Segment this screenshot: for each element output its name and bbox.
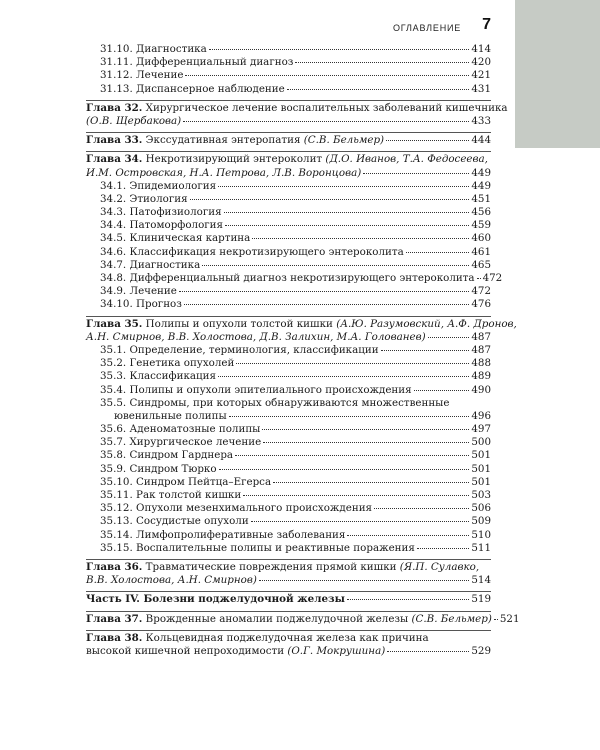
toc-entry-34-1: 34.1. Эпидемиология 449 bbox=[100, 179, 491, 192]
toc-entry-34-4: 34.4. Патоморфология 459 bbox=[100, 219, 491, 232]
toc-entry-35-10: 35.10. Синдром Пейтца–Егерса 501 bbox=[100, 475, 491, 488]
page-edge-tab bbox=[515, 0, 600, 148]
toc-entry-35-4: 35.4. Полипы и опухоли эпителиального происхождения 490 bbox=[100, 383, 491, 396]
toc-entry-35-11: 35.11. Рак толстой кишки 503 bbox=[100, 489, 491, 501]
toc-entry-34-3: 34.3. Патофизиология 456 bbox=[100, 206, 491, 219]
toc-entry-35-2: 35.2. Генетика опухолей 488 bbox=[100, 357, 491, 370]
toc-entry-34-5: 34.5. Клиническая картина 460 bbox=[100, 232, 491, 245]
toc-entry-35-7: 35.7. Хирургическое лечение 500 bbox=[100, 436, 491, 449]
toc-entry-35-6: 35.6. Аденоматозные полипы 497 bbox=[100, 423, 491, 436]
toc-chapter-36: Глава 36. Травматические повреждения прямой кишки (Я.П. Сулавко, В.В. Холостова, А.Н. Смирнов) 514 bbox=[86, 560, 491, 587]
toc-chapter-32: Глава 32. Хирургическое лечение воспалительных заболеваний кишечника (О.В. Щербакова) 433 bbox=[86, 101, 508, 127]
toc-entry-34-8: 34.8. Дифференциальный диагноз некротизирующего энтероколита 472 bbox=[100, 272, 503, 284]
page-header bbox=[393, 18, 491, 38]
toc-entry-35-5: 35.5. Синдромы, при которых обнаруживаются множественные bbox=[100, 396, 450, 409]
toc-entry-34-9: 34.9. Лечение 472 bbox=[100, 285, 491, 298]
toc-entry-34-7: 34.7. Диагностика 465 bbox=[100, 258, 491, 271]
toc-entry-35-1: 35.1. Определение, терминология, классификации 487 bbox=[100, 343, 491, 356]
toc-entry-35-12: 35.12. Опухоли мезенхимального происхождения 506 bbox=[100, 502, 491, 515]
toc-entry-35-14: 35.14. Лимфопролиферативные заболевания 510 bbox=[100, 528, 491, 541]
toc-entry-31-13: 31.13. Диспансерное наблюдение 431 bbox=[100, 82, 491, 95]
running-head: ОГЛАВЛЕНИЕ bbox=[393, 23, 462, 33]
toc-entry-35-9: 35.9. Синдром Тюрко 501 bbox=[100, 462, 491, 475]
toc-entry-35-13: 35.13. Сосудистые опухоли 509 bbox=[100, 515, 491, 528]
toc-entry-35-15: 35.15. Воспалительные полипы и реактивные поражения 511 bbox=[100, 541, 491, 554]
toc-entry-34-6: 34.6. Классификация некротизирующего энтероколита 461 bbox=[100, 245, 491, 258]
toc-entry-34-10: 34.10. Прогноз 476 bbox=[100, 298, 491, 311]
toc-entry-35-3: 35.3. Классификация 489 bbox=[100, 370, 491, 383]
toc-chapter-38: Глава 38. Кольцевидная поджелудочная железа как причина высокой кишечной непроходимости (О.Г. Мокрушина) 529 bbox=[86, 631, 491, 657]
toc-entry-31-10: 31.10. Диагностика 414 bbox=[100, 43, 491, 55]
table-of-contents bbox=[86, 43, 520, 658]
toc-entry-34-2: 34.2. Этиология 451 bbox=[100, 192, 491, 205]
toc-entry-35-5-cont: ювенильные полипы 496 bbox=[114, 409, 491, 422]
toc-entry-31-11: 31.11. Дифференциальный диагноз 420 bbox=[100, 56, 491, 69]
page-number: 7 bbox=[482, 16, 491, 33]
toc-chapter-35: Глава 35. Полипы и опухоли толстой кишки (А.Ю. Разумовский, А.Ф. Дронов, А.Н. Смирнов, В.В. Холостова, Д.В. Залихин, М.А. Голованев) 487 35.1. Определение, терминология, классификации 487 35.2. Генетика опухолей 488 35.3. Классификация 489 35.4. Полипы и опухоли эпителиального происхождения 490 35.5. Синдромы, при которых обнаруживаются множественные ювенильные полипы 496 35.6. Аденоматозные полипы 497 35.7. Хирургическое лечение 500 35.8. Синдром Гарднера 501 35.9. Синдром Тюрко 501 35.10. Синдром Пейтца–Егерса 501 35.11. Рак толстой кишки 503 35.12. Опухоли мезенхимального происхождения 506 35.13. Сосудистые опухоли 509 35.14. Лимфопролиферативные заболевания 510 35.15. Воспалительные полипы и реактивные поражения 511 bbox=[86, 317, 517, 554]
toc-chapter-34: Глава 34. Некротизирующий энтероколит (Д.О. Иванов, Т.А. Федосеева, И.М. Островская, Н.А. Петрова, Л.В. Воронцова) 449 34.1. Эпидемиология 449 34.2. Этиология 451 34.3. Патофизиология 456 34.4. Патоморфология 459 34.5. Клиническая картина 460 34.6. Классификация некротизирующего энтероколита 461 34.7. Диагностика 465 34.8. Дифференциальный диагноз некротизирующего энтероколита 472 34.9. Лечение 472 34.10. Прогноз 476 bbox=[86, 153, 503, 311]
toc-part-4: Часть IV. Болезни поджелудочной железы 519 bbox=[86, 593, 491, 606]
toc-entry-35-8: 35.8. Синдром Гарднера 501 bbox=[100, 449, 491, 462]
toc-entry-31-12: 31.12. Лечение 421 bbox=[100, 69, 491, 82]
toc-chapter-37: Глава 37. Врожденные аномалии поджелудочной железы (С.В. Бельмер) 521 bbox=[86, 612, 520, 625]
toc-chapter-33: Глава 33. Экссудативная энтеропатия (С.В. Бельмер) 444 bbox=[86, 134, 491, 147]
